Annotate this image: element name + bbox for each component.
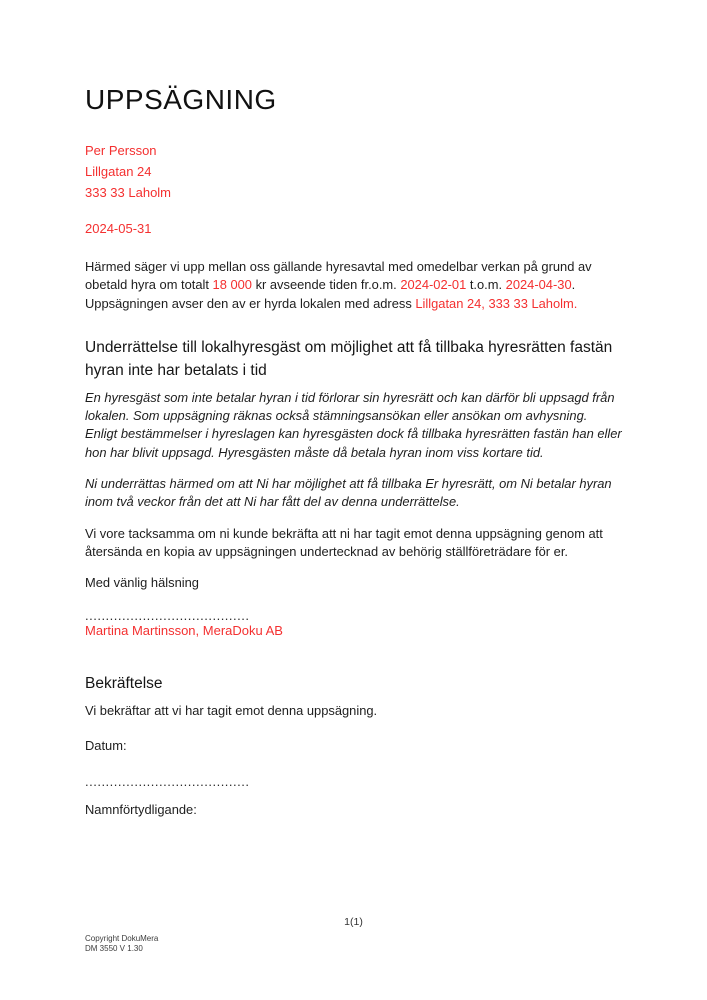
notice-paragraph-1: En hyresgäst som inte betalar hyran i tid förlorar sin hyresrätt och kan därför bli uppsagd från lokalen. Som uppsägning räknas också stämningsansökan eller ansökan om avhysning. Enligt bestämmelser i hyreslagen kan hyresgästen dock få tillbaka hyresrätten fastän han eller hon har blivit uppsagd. Hyresgästen måste då betala hyran inom viss kortare tid. <box>85 389 622 460</box>
recipient-block <box>85 140 623 203</box>
footer-copyright-block <box>85 934 158 954</box>
recipient-street: Lillgatan 24 <box>85 164 152 179</box>
period-start-date: 2024-02-01 <box>400 277 467 293</box>
confirmation-heading: Bekräftelse <box>85 674 163 692</box>
notice-paragraph-2: Ni underrättas härmed om att Ni har möjlighet att få tillbaka Er hyresrätt, om Ni betalar hyran inom två veckor från det att Ni har fått del av denna underrättelse. <box>85 476 612 510</box>
name-clarification-label: Namnförtydligande: <box>85 802 197 818</box>
period-end-date: 2024-04-30 <box>505 277 572 293</box>
unpaid-rent-amount: 18 000 <box>212 277 252 293</box>
intro-text-4: . Uppsägningen avser den av er hyrda lokalen med adress <box>85 277 576 311</box>
page-number: 1(1) <box>344 916 363 928</box>
notice-heading: Underrättelse till lokalhyresgäst om möjlighet att få tillbaka hyresrätten fastän hyran inte har betalats i tid <box>85 338 613 379</box>
signer-name: Martina Martinsson, MeraDoku AB <box>85 622 283 638</box>
premises-address: Lillgatan 24, 333 33 Laholm. <box>415 295 578 311</box>
confirmation-body: Vi bekräftar att vi har tagit emot denna uppsägning. <box>85 702 378 718</box>
closing-phrase: Med vänlig hälsning <box>85 575 199 591</box>
document-title: UPPSÄGNING <box>85 84 277 115</box>
intro-paragraph <box>85 258 623 313</box>
signature-dotted-line: ........................................ <box>85 607 250 623</box>
recipient-postal-city: 333 33 Laholm <box>85 185 172 200</box>
document-id-line: DM 3550 V 1.30 <box>85 944 143 953</box>
confirmation-dotted-line: ........................................ <box>85 774 250 790</box>
copyright-line: Copyright DokuMera <box>85 934 159 943</box>
document-date: 2024-05-31 <box>85 221 152 236</box>
intro-text-2: kr avseende tiden fr.o.m. <box>251 277 401 293</box>
recipient-name: Per Persson <box>85 143 157 158</box>
date-label: Datum: <box>85 737 127 753</box>
intro-text-1: Härmed säger vi upp mellan oss gällande hyresavtal med omedelbar verkan på grund av obetald hyra om totalt <box>85 259 592 293</box>
request-paragraph: Vi vore tacksamma om ni kunde bekräfta att ni har tagit emot denna uppsägning genom att återsända en kopia av uppsägningen undertecknad av behörig ställföreträdare för er. <box>85 525 603 559</box>
intro-text-3: t.o.m. <box>466 277 506 293</box>
